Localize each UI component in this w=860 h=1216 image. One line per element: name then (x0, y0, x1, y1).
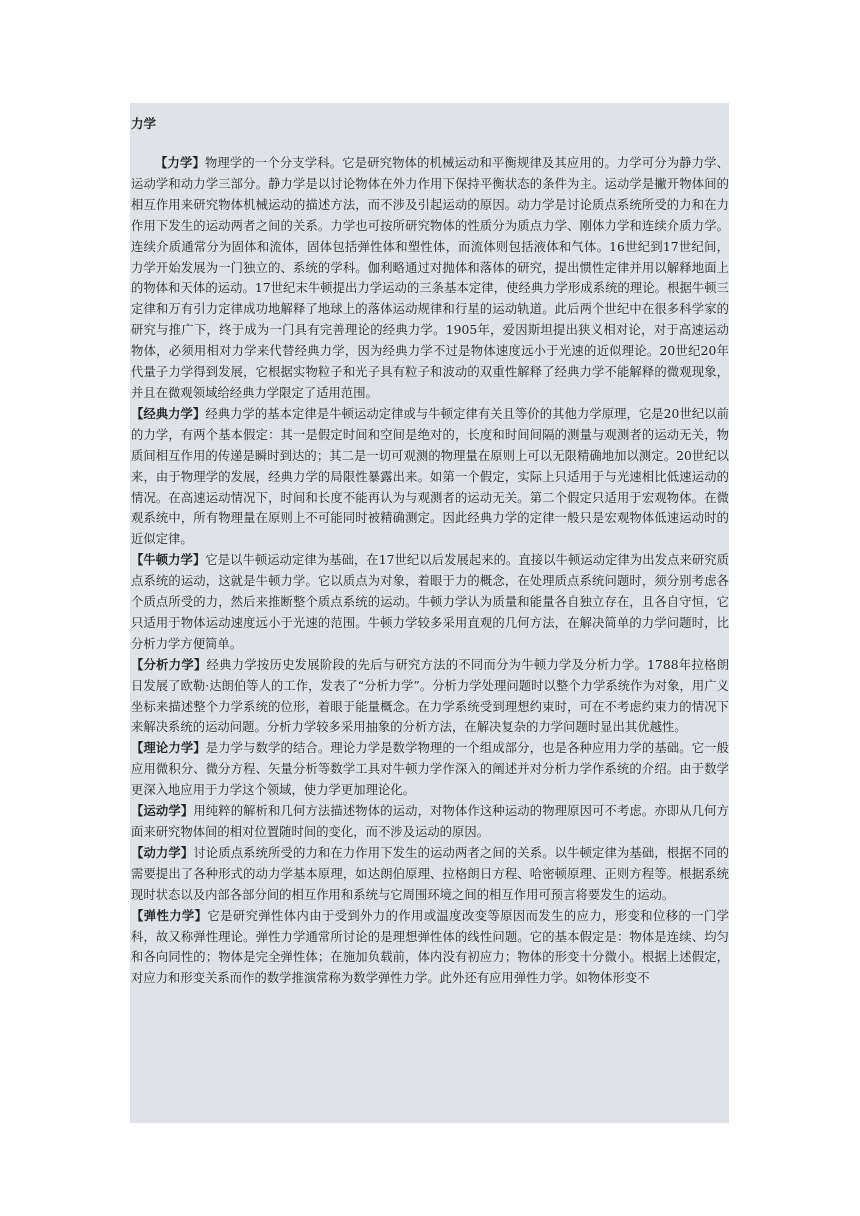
paragraph-mechanics (131, 153, 729, 404)
term-heading: 【力学】 (155, 156, 205, 170)
paragraph-text: 讨论质点系统所受的力和在力作用下发生的运动两者之间的关系。以牛顿定律为基础，根据不同的需要提出了各种形式的动力学基本原理，如达朗伯原理、拉格朗日方程、哈密顿原理、正则方程等。根据系统现时状态以及内部各部分间的相互作用和系统与它周围环境之间的相互作用可预言将要发生的运动。 (131, 845, 729, 902)
paragraph-text: 物理学的一个分支学科。它是研究物体的机械运动和平衡规律及其应用的。力学可分为静力学、运动学和动力学三部分。静力学是以讨论物体在外力作用下保持平衡状态的条件为主。运动学是撇开物体间的相互作用来研究物体机械运动的描述方法，而不涉及引起运动的原因。动力学是讨论质点系统所受的力和在力作用下发生的运动两者之间的关系。力学也可按所研究物体的性质分为质点力学、刚体力学和连续介质力学。连续介质通常分为固体和流体，固体包括弹性体和塑性体，而流体则包括液体和气体。16世纪到17世纪间，力学开始发展为一门独立的、系统的学科。伽利略通过对抛体和落体的研究，提出惯性定律并用以解释地面上的物体和天体的运动。17世纪末牛顿提出力学运动的三条基本定律，使经典力学形成系统的理论。根据牛顿三定律和万有引力定律成功地解释了地球上的落体运动规律和行星的运动轨道。此后两个世纪中在很多科学家的研究与推广下，终于成为一门具有完善理论的经典力学。1905年，爱因斯坦提出狭义相对论，对于高速运动物体，必须用相对力学来代替经典力学，因为经典力学不过是物体速度远小于光速的近似理论。20世纪20年代量子力学得到发展，它根据实物粒子和光子具有粒子和波动的双重性解释了经典力学不能解释的微观现象，并且在微观领域给经典力学限定了适用范围。 (131, 156, 729, 400)
paragraph-theoretical-mechanics (131, 738, 729, 801)
paragraph-text: 经典力学按历史发展阶段的先后与研究方法的不同而分为牛顿力学及分析力学。1788年拉格朗日发展了欧勒·达朗伯等人的工作，发表了“分析力学”。分析力学处理问题时以整个力学系统作为对象，用广义坐标来描述整个力学系统的位形，着眼于能量概念。在力学系统受到理想约束时，可在不考虑约束力的情况下来解决系统的运动问题。分析力学较多采用抽象的分析方法，在解决复杂的力学问题时显出其优越性。 (131, 657, 729, 735)
paragraph-classical-mechanics (131, 404, 729, 550)
paragraph-text: 用纯粹的解析和几何方法描述物体的运动，对物体作这种运动的物理原因可不考虑。亦即从几何方面来研究物体间的相对位置随时间的变化，而不涉及运动的原因。 (131, 804, 729, 839)
paragraph-text: 经典力学的基本定律是牛顿运动定律或与牛顿定律有关且等价的其他力学原理，它是20世纪以前的力学，有两个基本假定：其一是假定时间和空间是绝对的，长度和时间间隔的测量与观测者的运动无关，物质间相互作用的传递是瞬时到达的；其二是一切可观测的物理量在原则上可以无限精确地加以测定。20世纪以来，由于物理学的发展，经典力学的局限性暴露出来。如第一个假定，实际上只适用于与光速相比低速运动的情况。在高速运动情况下，时间和长度不能再认为与观测者的运动无关。第二个假定只适用于宏观物体。在微观系统中，所有物理量在原则上不可能同时被精确测定。因此经典力学的定律一般只是宏观物体低速运动时的近似定律。 (131, 406, 729, 547)
term-heading: 【牛顿力学】 (131, 553, 206, 568)
paragraph-kinematics (131, 801, 729, 843)
paragraph-elasticity (131, 906, 729, 990)
term-heading: 【分析力学】 (131, 657, 207, 672)
paragraph-text: 它是以牛顿运动定律为基础，在17世纪以后发展起来的。直接以牛顿运动定律为出发点来研究质点系统的运动，这就是牛顿力学。它以质点为对象，着眼于力的概念，在处理质点系统问题时，须分别考虑各个质点所受的力，然后来推断整个质点系统的运动。牛顿力学认为质量和能量各自独立存在，且各自守恒，它只适用于物体运动速度远小于光速的范围。牛顿力学较多采用直观的几何方法，在解决简单的力学问题时，比分析力学方便简单。 (131, 553, 729, 651)
paragraph-analytical-mechanics (131, 655, 729, 739)
term-heading: 【理论力学】 (131, 741, 206, 756)
term-heading: 【动力学】 (131, 845, 194, 860)
paragraph-text: 是力学与数学的结合。理论力学是数学物理的一个组成部分，也是各种应用力学的基础。它一般应用微积分、微分方程、矢量分析等数学工具对牛顿力学作深入的阐述并对分析力学作系统的介绍。由于数学更深入地应用于力学这个领域，使力学更加理论化。 (131, 741, 729, 798)
document-body (131, 153, 729, 989)
paragraph-newtonian-mechanics (131, 550, 729, 655)
document-page (130, 103, 729, 1123)
term-heading: 【运动学】 (131, 804, 194, 819)
paragraph-dynamics (131, 843, 729, 906)
term-heading: 【弹性力学】 (131, 908, 208, 923)
paragraph-text: 它是研究弹性体内由于受到外力的作用或温度改变等原因而发生的应力，形变和位移的一门学科，故又称弹性理论。弹性力学通常所讨论的是理想弹性体的线性问题。它的基本假定是：物体是连续、均匀和各向同性的；物体是完全弹性体；在施加负载前，体内没有初应力；物体的形变十分微小。根据上述假定，对应力和形变关系而作的数学推演常称为数学弹性力学。此外还有应用弹性力学。如物体形变不 (131, 908, 729, 986)
term-heading: 【经典力学】 (131, 406, 206, 421)
document-title: 力学 (131, 116, 157, 131)
